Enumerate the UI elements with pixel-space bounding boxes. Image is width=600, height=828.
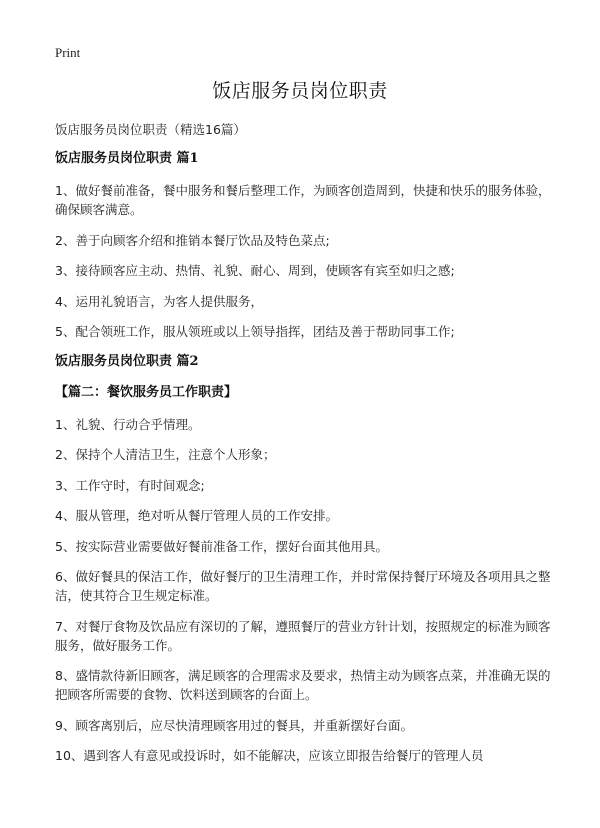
list-item: 5、按实际营业需要做好餐前准备工作，摆好台面其他用具。 (55, 538, 388, 554)
list-item: 3、工作守时，有时间观念; (55, 477, 205, 493)
document-body (55, 150, 555, 777)
list-item: 3、接待顾客应主动、热情、礼貌、耐心、周到，使顾客有宾至如归之感; (55, 263, 455, 278)
list-item: 4、运用礼貌语言，为客人提供服务， (55, 293, 263, 309)
document-title: 饭店服务员岗位职责 (212, 80, 388, 102)
list-item: 10、遇到客人有意见或投诉时，如不能解决，应该立即报告给餐厅的管理人员 (55, 748, 484, 763)
list-item: 6、做好餐具的保洁工作，做好餐厅的卫生清理工作，并时常保持餐厅环境及各项用具之整洁，使其符合卫生规定标准。 (55, 569, 551, 603)
list-item: 4、服从管理，绝对听从餐厅管理人员的工作安排。 (55, 508, 338, 523)
section-heading: 【篇二：餐饮服务员工作职责】 (55, 384, 238, 400)
section-heading: 饭店服务员岗位职责 篇1 (55, 151, 199, 166)
document-intro: 饭店服务员岗位职责（精选16篇） (55, 122, 246, 137)
list-item: 8、盛情款待新旧顾客，满足顾客的合理需求及要求，热情主动为顾客点菜，并准确无误的把顾客所需要的食物、饮料送到顾客的台面上。 (55, 668, 551, 702)
section-heading: 饭店服务员岗位职责 篇2 (55, 353, 199, 369)
list-item: 1、礼貌、行动合乎情理。 (55, 416, 201, 432)
list-item: 1、做好餐前准备，餐中服务和餐后整理工作，为顾客创造周到，快捷和快乐的服务体验，确保顾客满意。 (55, 183, 551, 217)
list-item: 2、善于向顾客介绍和推销本餐厅饮品及特色菜点; (55, 232, 330, 248)
print-label: Print (55, 45, 81, 60)
list-item: 7、对餐厅食物及饮品应有深切的了解，遵照餐厅的营业方针计划，按照规定的标准为顾客服务，做好服务工作。 (55, 618, 551, 653)
list-item: 2、保持个人清洁卫生，注意个人形象； (55, 447, 276, 462)
list-item: 9、顾客离别后，应尽快清理顾客用过的餐具，并重新摆好台面。 (55, 717, 413, 733)
list-item: 5、配合领班工作，服从领班或以上领导指挥，团结及善于帮助同事工作; (55, 324, 455, 339)
